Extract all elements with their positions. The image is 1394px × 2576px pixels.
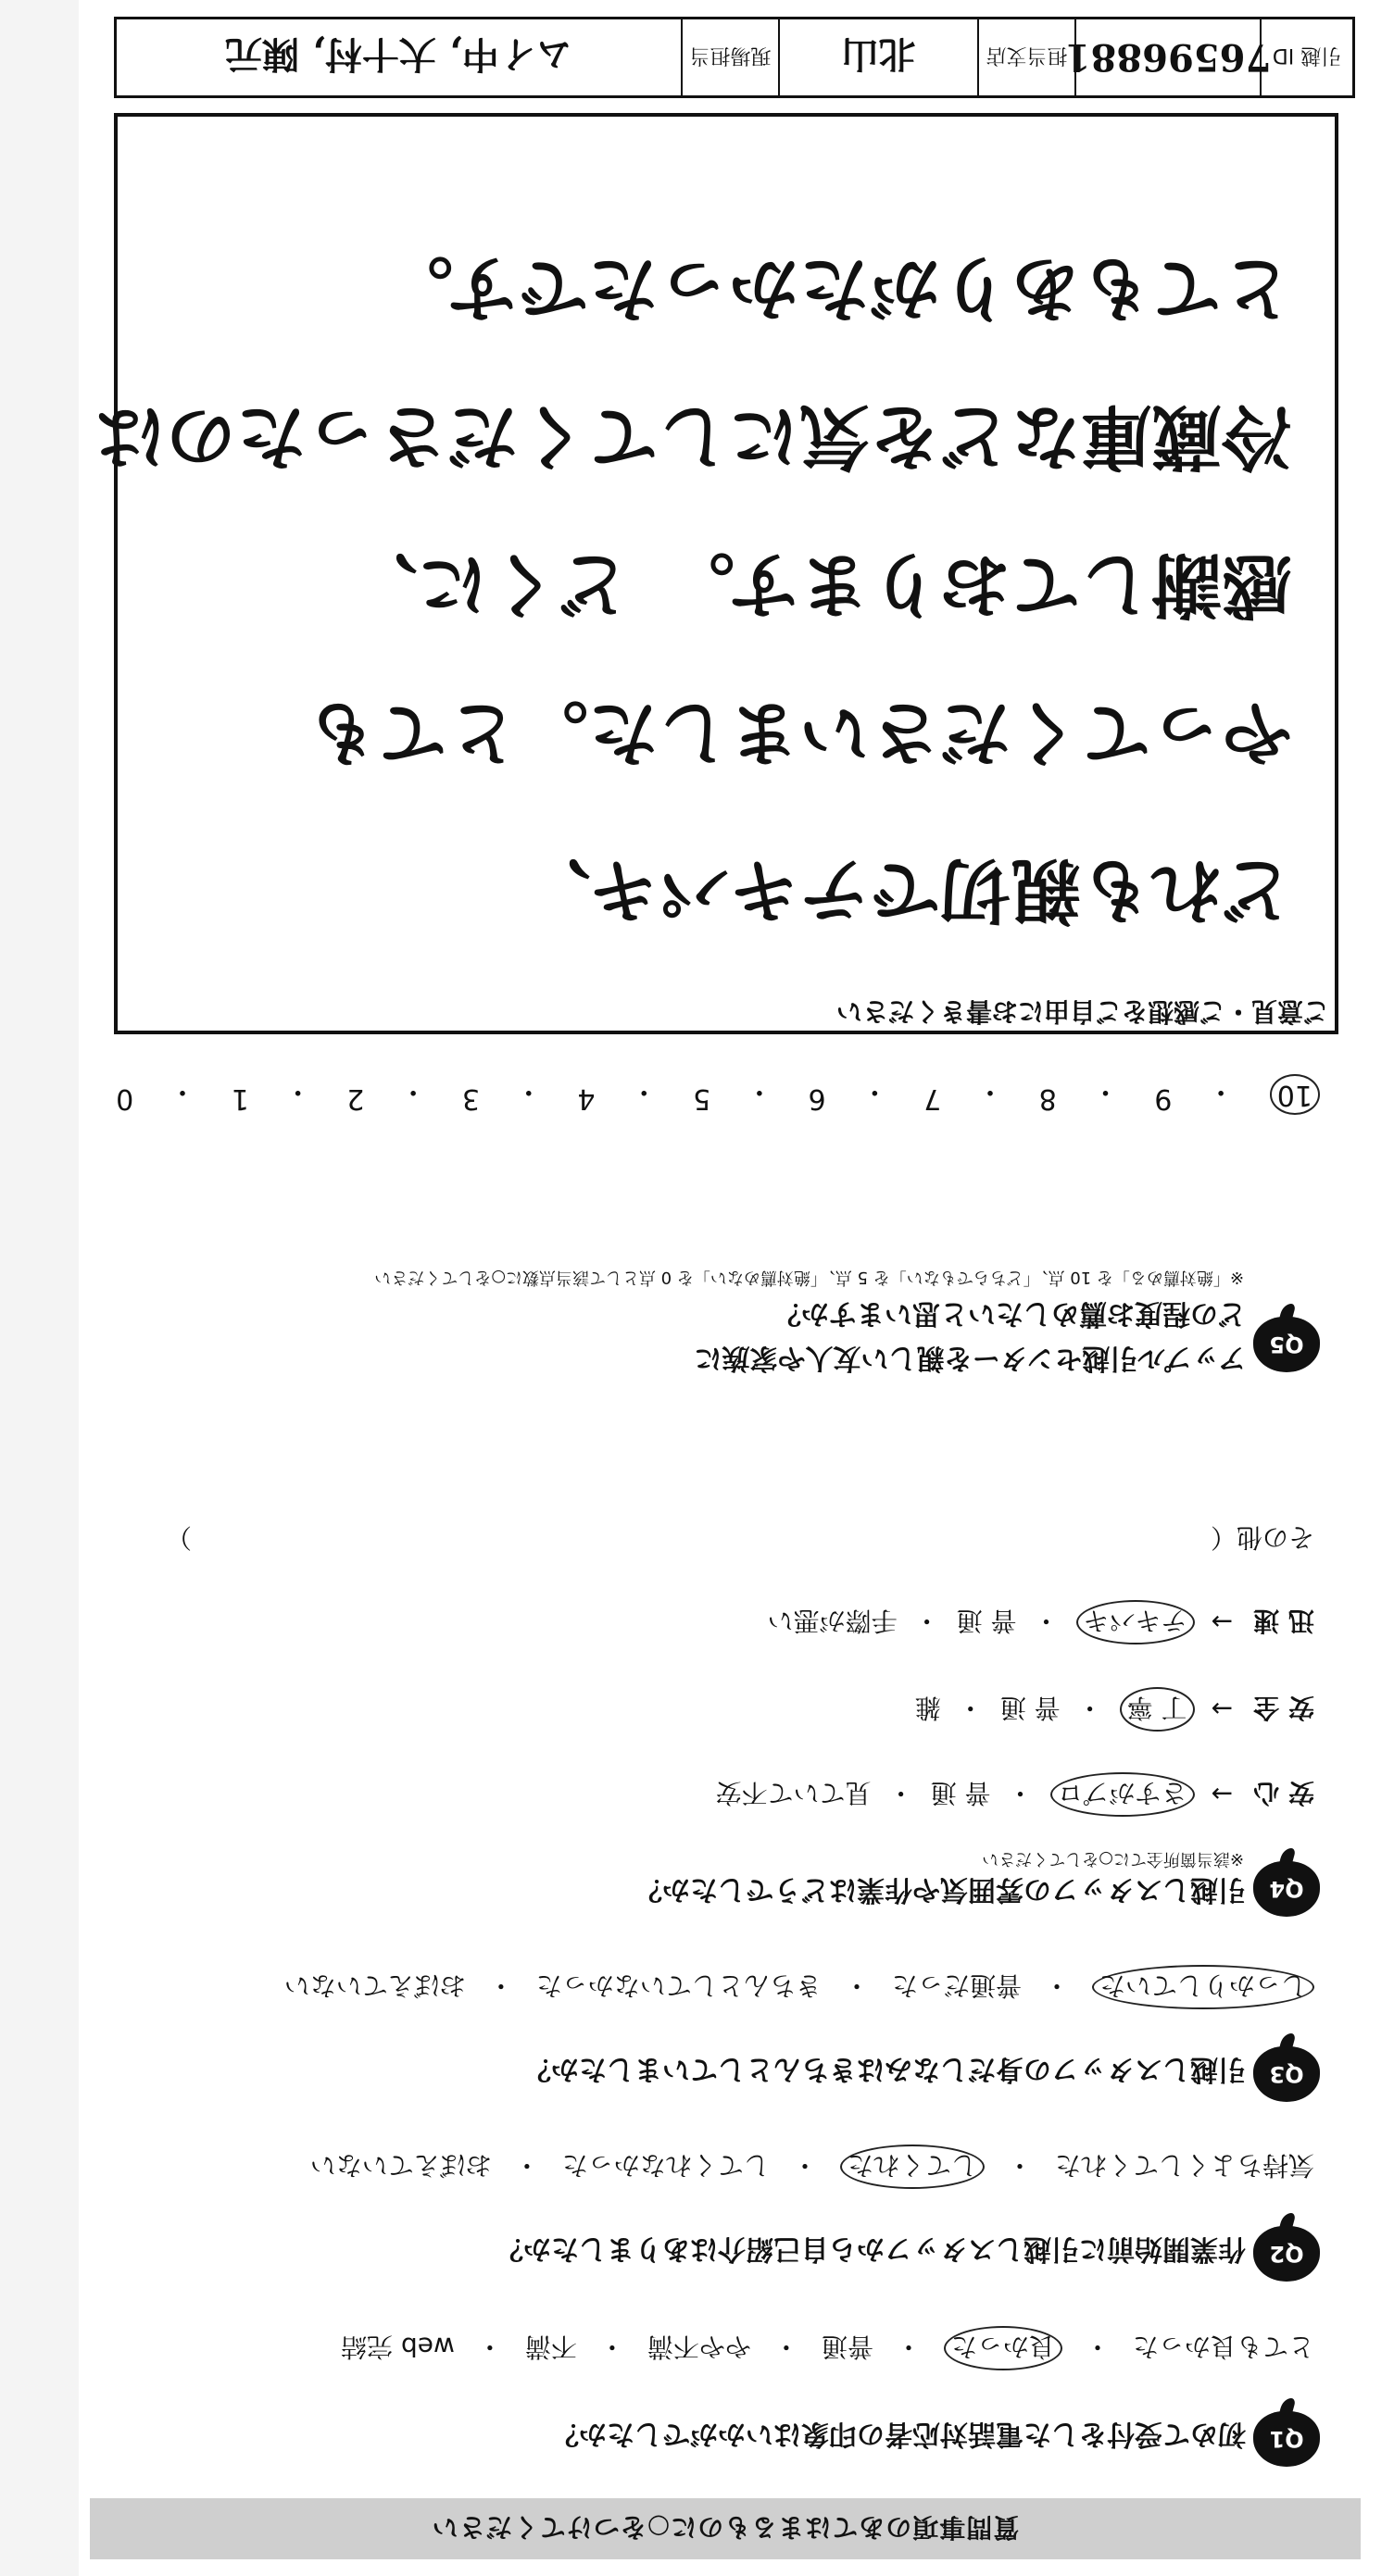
q4-note: ※該当箇所全てに○をしてください: [982, 1849, 1244, 1869]
q4-row-label: 迅 速: [1253, 1606, 1314, 1636]
scale-separator: ・: [169, 1075, 197, 1107]
arrow-icon: →: [1211, 1607, 1233, 1638]
q1-question: 初めて受付をした電話対応者の印象はいかがでしたか？: [551, 2418, 1246, 2450]
branch-value[interactable]: 北山: [778, 19, 977, 95]
q1-option[interactable]: やや不満: [647, 2332, 751, 2362]
q4-other-row: [166, 1520, 1314, 1557]
q4-badge: Q4: [1253, 1861, 1320, 1917]
scale-separator: ・: [514, 1075, 543, 1107]
q4-option[interactable]: 普 通: [999, 1693, 1061, 1723]
scale-separator: ・: [1091, 1075, 1120, 1107]
handwritten-line: 冷蔵庫などを気にしてくださったのは: [95, 395, 1292, 478]
scale-separator: ・: [975, 1075, 1004, 1107]
q2-question: 作業開始前に引越しスタッフから自己紹介はありましたか？: [496, 2232, 1246, 2265]
q4-option[interactable]: 雑: [914, 1693, 941, 1723]
id-table: [114, 17, 1355, 98]
scale-separator: ・: [399, 1075, 428, 1107]
q4-row-label: 安 全: [1253, 1693, 1314, 1723]
q2-options: 気持ちよくしてくれた ・ してくれた ・ してくれなかった ・ おぼえていない: [310, 2145, 1314, 2189]
q1-option-selected[interactable]: 良かった: [944, 2326, 1062, 2370]
q4-option-selected[interactable]: テキパキ: [1076, 1600, 1195, 1644]
q4-row-anshin: 安 心 → さすがプロ ・ 普 通 ・ 見ていて不安: [716, 1772, 1314, 1817]
q5-score-option[interactable]: 2: [346, 1082, 365, 1115]
q1-option[interactable]: 普通: [821, 2332, 873, 2362]
q4-question: 引越しスタッフの雰囲気や作業はどうでしたか？: [634, 1873, 1246, 1906]
q5-score-option[interactable]: 4: [577, 1082, 596, 1115]
branch-label: 担当支店: [977, 19, 1074, 95]
q4-option[interactable]: 普 通: [956, 1606, 1017, 1636]
q1-option[interactable]: とても良かった: [1132, 2332, 1314, 2362]
q4-option[interactable]: 手際が悪い: [767, 1606, 898, 1636]
q1-badge: Q1: [1253, 2411, 1320, 2467]
arrow-icon: →: [1211, 1779, 1233, 1810]
q3-badge: Q3: [1253, 2046, 1320, 2102]
scale-separator: ・: [1207, 1075, 1236, 1107]
id-label: 引越 ID: [1260, 19, 1352, 95]
q5-score-option[interactable]: 7: [923, 1082, 942, 1115]
q4-option-selected[interactable]: さすがプロ: [1050, 1772, 1195, 1817]
q1-option[interactable]: web 完結: [341, 2332, 455, 2362]
scale-separator: ・: [283, 1075, 312, 1107]
q4-other-close: ）: [166, 1522, 193, 1553]
q5-note: ※「絶対薦める」を 10 点、「どちらでもない」を 5 点、「絶対薦めない」を 0 点として該当点数に○をしてください: [374, 1268, 1244, 1287]
q5-score-option[interactable]: 0: [116, 1082, 134, 1115]
q3-question: 引越しスタッフの身だしなみはきちんとしていましたか？: [523, 2053, 1246, 2085]
q5-score-option[interactable]: 3: [461, 1082, 480, 1115]
scale-separator: ・: [860, 1075, 889, 1107]
q5-score-selected[interactable]: 10: [1270, 1074, 1320, 1115]
q5-score-option[interactable]: 1: [231, 1082, 249, 1115]
comment-header: ご意見・ご感想をご自由にお書きください: [835, 996, 1329, 1027]
q2-badge: Q2: [1253, 2226, 1320, 2282]
q3-option[interactable]: きちんとしていなかった: [535, 1970, 822, 2001]
q3-options: しっかりしていた ・ 普通だった ・ きちんとしていなかった ・ おぼえていない: [284, 1965, 1314, 2009]
q2-option-selected[interactable]: してくれた: [840, 2145, 985, 2189]
q4-option[interactable]: 普 通: [930, 1778, 991, 1808]
q5-score-option[interactable]: 6: [808, 1082, 826, 1115]
q3-option[interactable]: おぼえていない: [283, 1970, 466, 2001]
q5-score-option[interactable]: 5: [693, 1082, 711, 1115]
q1-option[interactable]: 不満: [524, 2332, 577, 2362]
leader-value[interactable]: ムイ中, 大十村, 陳元: [225, 32, 572, 77]
q4-row-label: 安 心: [1253, 1778, 1314, 1808]
q4-option[interactable]: 見ていて不安: [715, 1778, 872, 1808]
q5-badge: Q5: [1253, 1317, 1320, 1372]
q5-score-option[interactable]: 9: [1154, 1082, 1173, 1115]
q1-options: とても良かった ・ 良かった ・ 普通 ・ やや不満 ・ 不満 ・ web 完結: [341, 2326, 1314, 2370]
arrow-icon: →: [1211, 1694, 1233, 1725]
handwritten-line: やってくださいました。とても: [307, 692, 1292, 774]
q2-option[interactable]: 気持ちよくしてくれた: [1054, 2150, 1314, 2181]
handwritten-line: どれも親切でテキパキ、: [521, 849, 1292, 932]
q4-other-label: その他（: [1210, 1522, 1314, 1553]
id-value[interactable]: 76596881: [1074, 19, 1260, 95]
q5-question-line2: どの程度お薦めしたいと思いますか？: [773, 1297, 1246, 1330]
q4-row-jinsoku: 迅 速 → テキパキ ・ 普 通 ・ 手際が悪い: [768, 1600, 1314, 1644]
instruction-banner: 質問事項のあてはまるものに○をつけてください: [90, 2498, 1361, 2559]
q5-question-line1: アップル引越センターを親しい友人や家族に: [694, 1342, 1246, 1374]
q4-row-anzen: 安 全 → 丁 寧 ・ 普 通 ・ 雑: [915, 1687, 1314, 1732]
scale-separator: ・: [630, 1075, 659, 1107]
handwritten-line: 感謝しております。 どくに、: [347, 544, 1292, 626]
q5-score-option[interactable]: 8: [1038, 1082, 1057, 1115]
q2-option[interactable]: してくれなかった: [561, 2150, 770, 2181]
handwritten-line: とてもありがたかったです。: [383, 247, 1292, 330]
q3-option-selected[interactable]: しっかりしていた: [1092, 1965, 1314, 2009]
q5-score-scale: [116, 1074, 1320, 1115]
q2-option[interactable]: おぼえていない: [309, 2150, 492, 2181]
q4-option-selected[interactable]: 丁 寧: [1120, 1687, 1195, 1732]
scale-separator: ・: [745, 1075, 773, 1107]
leader-label: 現場担当: [681, 19, 778, 95]
q3-option[interactable]: 普通だった: [891, 1970, 1022, 2001]
